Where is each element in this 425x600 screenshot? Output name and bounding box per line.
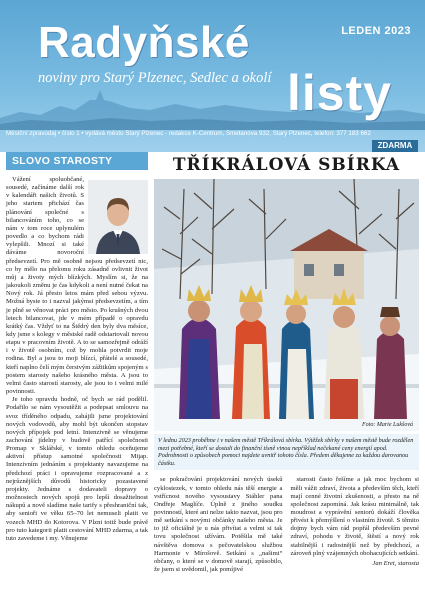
publisher-info-line: Měsíční zpravodaj • číslo 1 • vydává město Starý Plzenec - redakce K-Centrum, Smetanova 932, Starý Plzenec, telefon: 377 183 662 [6, 130, 371, 137]
article-title: TŘÍKRÁLOVÁ SBÍRKA [172, 155, 401, 175]
masthead [0, 0, 425, 152]
masthead-subtitle: noviny pro Starý Plzenec, Sedlec a okolí [38, 70, 272, 86]
issue-date: LEDEN 2023 [341, 25, 411, 37]
main-article [154, 152, 419, 600]
photo-caption: V lednu 2023 proběhne i v našem městě Tříkrálová sbírka. Výtěžek sbírky v našem městě bude rozdělen mezi potřebné, kteří se dostali do finanční tísně vinou nepříklad nečekané ceny energií apod. Podrobnosti o způsobech pomoci najdete uvnitř tohoto čísla. Předem děkujeme za každou darovanou částku. [154, 434, 419, 470]
mayor-column-heading: SLOVO STAROSTY [6, 152, 148, 170]
article-signature: Jan Eret, starosta [372, 559, 419, 567]
masthead-title-left: Radyňské [38, 18, 250, 67]
mayor-column-paragraph: Vážení spoluobčané, sousedé, začínáme další rok v kalendáři našich životů. S jeho startem přichází čas plánování společné s bilancováním toho, co se nám v tom roce uplynulém povedlo a co bychom rádi vylepšili. Mnozí si také dáváme novoroční předsevzetí. Pro mě osobně nejsou předsevzetí nic, co by mělo na přelomu roku zásadně ovlivnit život můj a životy mých blízkých. Myslím si, že na jakoukoli změnu je čas kdykoli a není nutné čekat na Nový rok. Já přesto letos mám před sebou výzvu. Možná byste to i nazval jakýmsi předsevzetím, a tím je plně se věnovat práci pro město. Po krušných dvou letech bilancovat, jde v mém případě o opravdu krátký čas. Vždyť to na Štědrý den byly dva měsíce, kdy jsme s kolegy v městské radě odstartovali novou etapu v pracovním životě. A to se samozřejmě odráží i v životě osobním, což by mohla potvrdit moje rodina. Byl a jsou to moji blízcí, přátelé a sousedé, kteří naplno čelí mým čerstvým zážitkům spojeným s postem starosty našeho krásného města. A jsou to velmi často starostí starosty, ale jsou to i velmi milé povinnosti. [6, 176, 148, 396]
article-paragraph: starosti často řešíme a jak moc bychom si měli vážit zdraví, života a především těch, kteří mají cenné životní zkušenosti, a přesto na ně společnost zapomíná. Jak krásu minimálně, tak moudrost a vyprávění seniorů dokáží člověka přivést k přemýšlení o vlastním životě. S těmito dojmy bych vám rád popřál především pevné zdraví, pohodu v životě, štěstí a nový rok stabilnější i radostnější než by předchozí, a zároveň plný vzájemných obohacujících setkání. [290, 476, 419, 557]
photo-illustration [154, 179, 419, 431]
price-badge: ZDARMA [372, 140, 418, 152]
mayor-portrait-image [88, 180, 148, 254]
mayor-column-paragraph: Je toho opravdu hodně, oč bych se rád podělil. Podařilo se nám vysoutěžit a podepsat smlouvu na svoz tříděného odpadu, zahájili jsme projektování nových vodovodů, aby mohl být ukončen stopstav nových přípojek pod letní. Intenzivně se věnujeme zachování jídelny v budově patřící společnosti Promap v Sklářské, v tomto ohledu oceňujeme aktivní přístup samotné společnosti Mijap. Intenzivním jednáním s projektanty navazujeme na předchozí práci i opravujeme rozpracované a z nejrůznějších důvodů historicky pozastavené projekty. Jednáme s dodavateli dopravy o možnostech nových spojů pro lepší dosažitelnost nákupů a nově sladíme naše tarify s přeshraniční tak, aby senioři ve věku 65–70 let nemuseli platit ve vozech MHD do Kotorova. V Plzni totiž bude právě pro tuto kategorii platit cestování MHD zdarma, a tak tuto zavedeme i my. Věnujeme [6, 396, 148, 542]
article-column [154, 476, 283, 574]
mayor-column [6, 152, 148, 600]
masthead-title-right: listy [287, 65, 393, 121]
article-body [154, 476, 419, 574]
three-kings-photo [154, 179, 419, 431]
article-column [291, 476, 420, 574]
article-paragraph: se pokračování projektování nových úseků cyklostezek, v tomto ohledu nás těší energie a vstřícnost nového vysoustavy Stáhler pana Ondřeje Maglíče. Úplně z jiného soudku povinností, které ani nelze takto nazvat, jsou pro mě setkání s novými občánky našeho města. Je to již oficiálně je u nás přivítat a velmi si tak tovu společnost užívám. Potěšila mě také návštěva domova s pečovatelskou službou Harmonie v Mírošově. Setkání s „našimi“ občany, o které se v domově starají, způsobilo, že jsem si uvědomil, jak pomíjivé [154, 476, 283, 574]
photo-credit: Foto: Marie Lukšová [362, 422, 413, 428]
mayor-column-text [6, 176, 148, 543]
